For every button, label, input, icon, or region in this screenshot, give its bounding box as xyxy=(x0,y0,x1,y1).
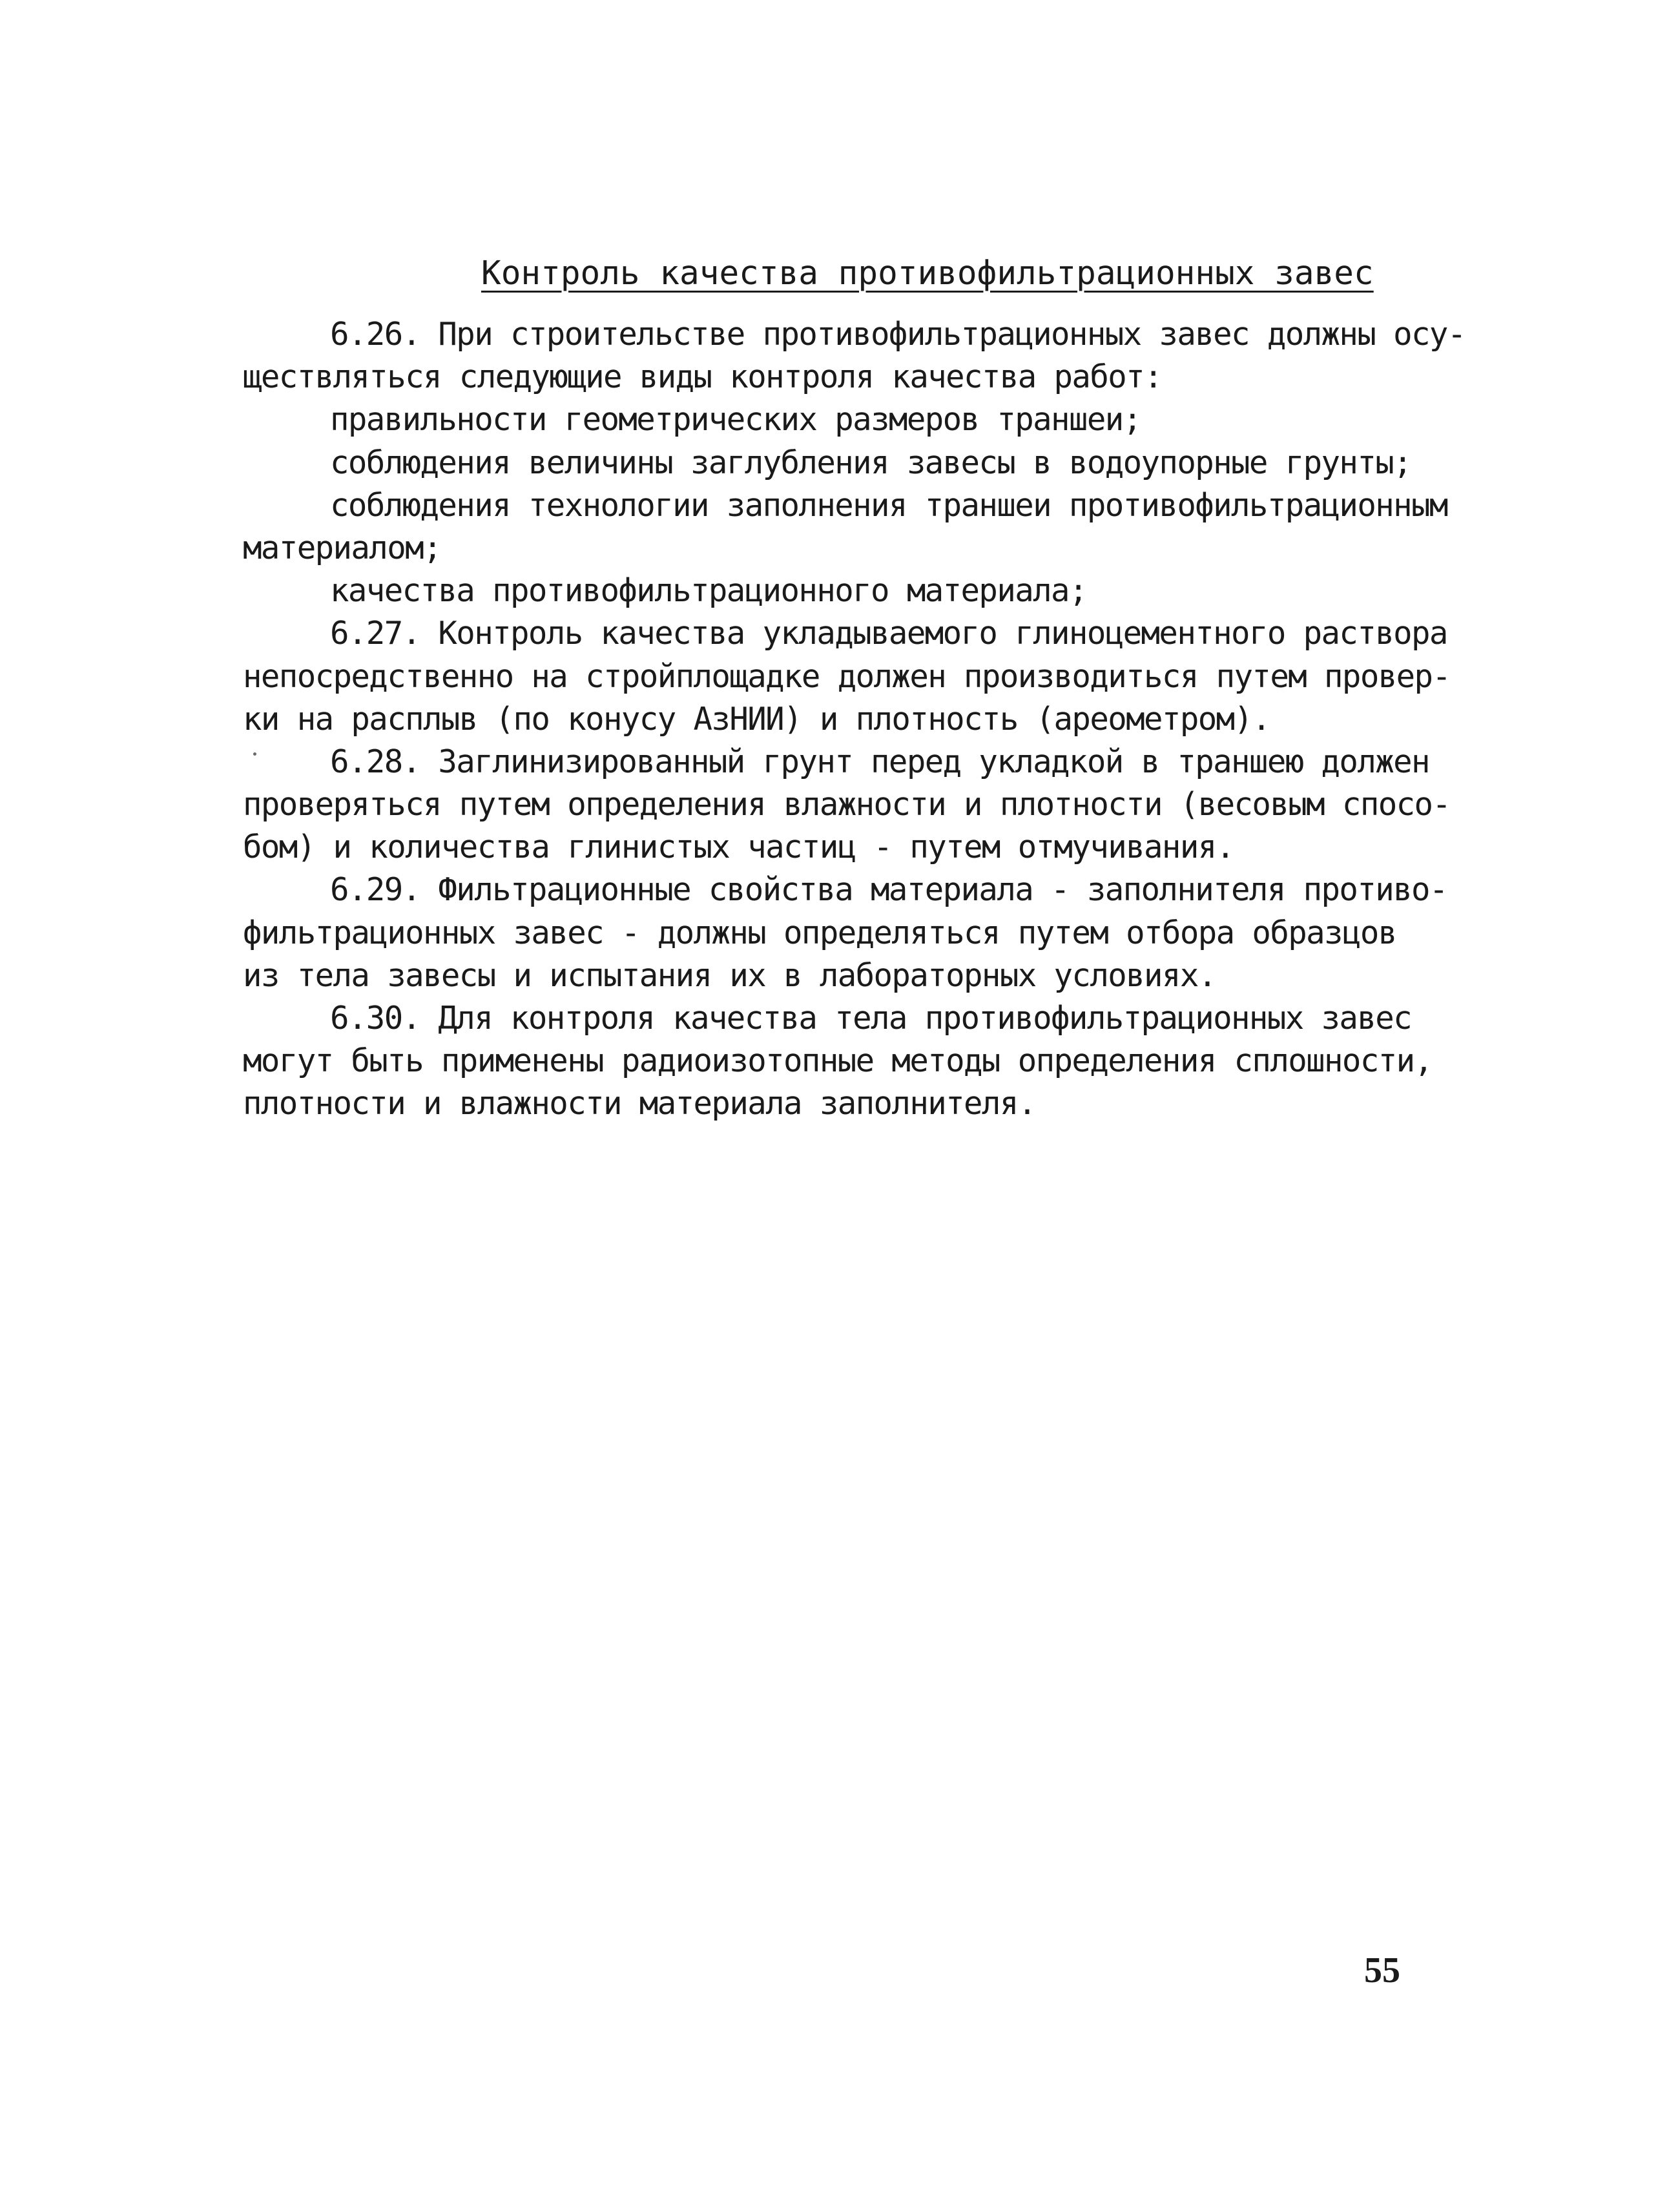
text-line: 6.29. Фильтрационные свойства материала - заполнителя противо- xyxy=(330,871,1447,909)
text-line: бом) и количества глинистых частиц - путем отмучивания. xyxy=(243,829,1234,866)
text-line: непосредственно на стройплощадке должен производиться путем провер- xyxy=(243,657,1451,695)
text-line: плотности и влажности материала заполнителя. xyxy=(243,1085,1036,1122)
text-line: качества противофильтрационного материала; xyxy=(330,572,1087,610)
body-text xyxy=(243,313,1466,1126)
text-line: проверяться путем определения влажности и плотности (весовым спосо- xyxy=(243,786,1451,823)
text-line: материалом; xyxy=(243,529,441,566)
section-heading: Контроль качества противофильтрационных завес xyxy=(481,254,1374,293)
text-line: ки на расплыв (по конусу АзНИИ) и плотность (ареометром). xyxy=(243,700,1270,738)
text-line: 6.26. При строительстве противофильтрационных завес должны осу- xyxy=(330,316,1466,353)
text-line: ществляться следующие виды контроля качества работ: xyxy=(243,358,1162,396)
text-line: 6.30. Для контроля качества тела противофильтрационных завес xyxy=(330,1000,1412,1037)
scan-speck xyxy=(253,752,256,756)
text-line: 6.28. Заглинизированный грунт перед укладкой в траншею должен xyxy=(330,743,1429,780)
text-line: соблюдения технологии заполнения траншеи противофильтрационным xyxy=(330,486,1447,524)
page-number: 55 xyxy=(1364,1950,1400,1990)
text-line: соблюдения величины заглубления завесы в водоупорные грунты; xyxy=(330,444,1412,481)
text-line: правильности геометрических размеров траншеи; xyxy=(330,401,1141,439)
text-line: фильтрационных завес - должны определяться путем отбора образцов xyxy=(243,914,1396,951)
text-line: могут быть применены радиоизотопные методы определения сплошности, xyxy=(243,1042,1433,1080)
text-line: из тела завесы и испытания их в лабораторных условиях. xyxy=(243,956,1216,994)
text-line: 6.27. Контроль качества укладываемого глиноцементного раствора xyxy=(330,615,1447,652)
